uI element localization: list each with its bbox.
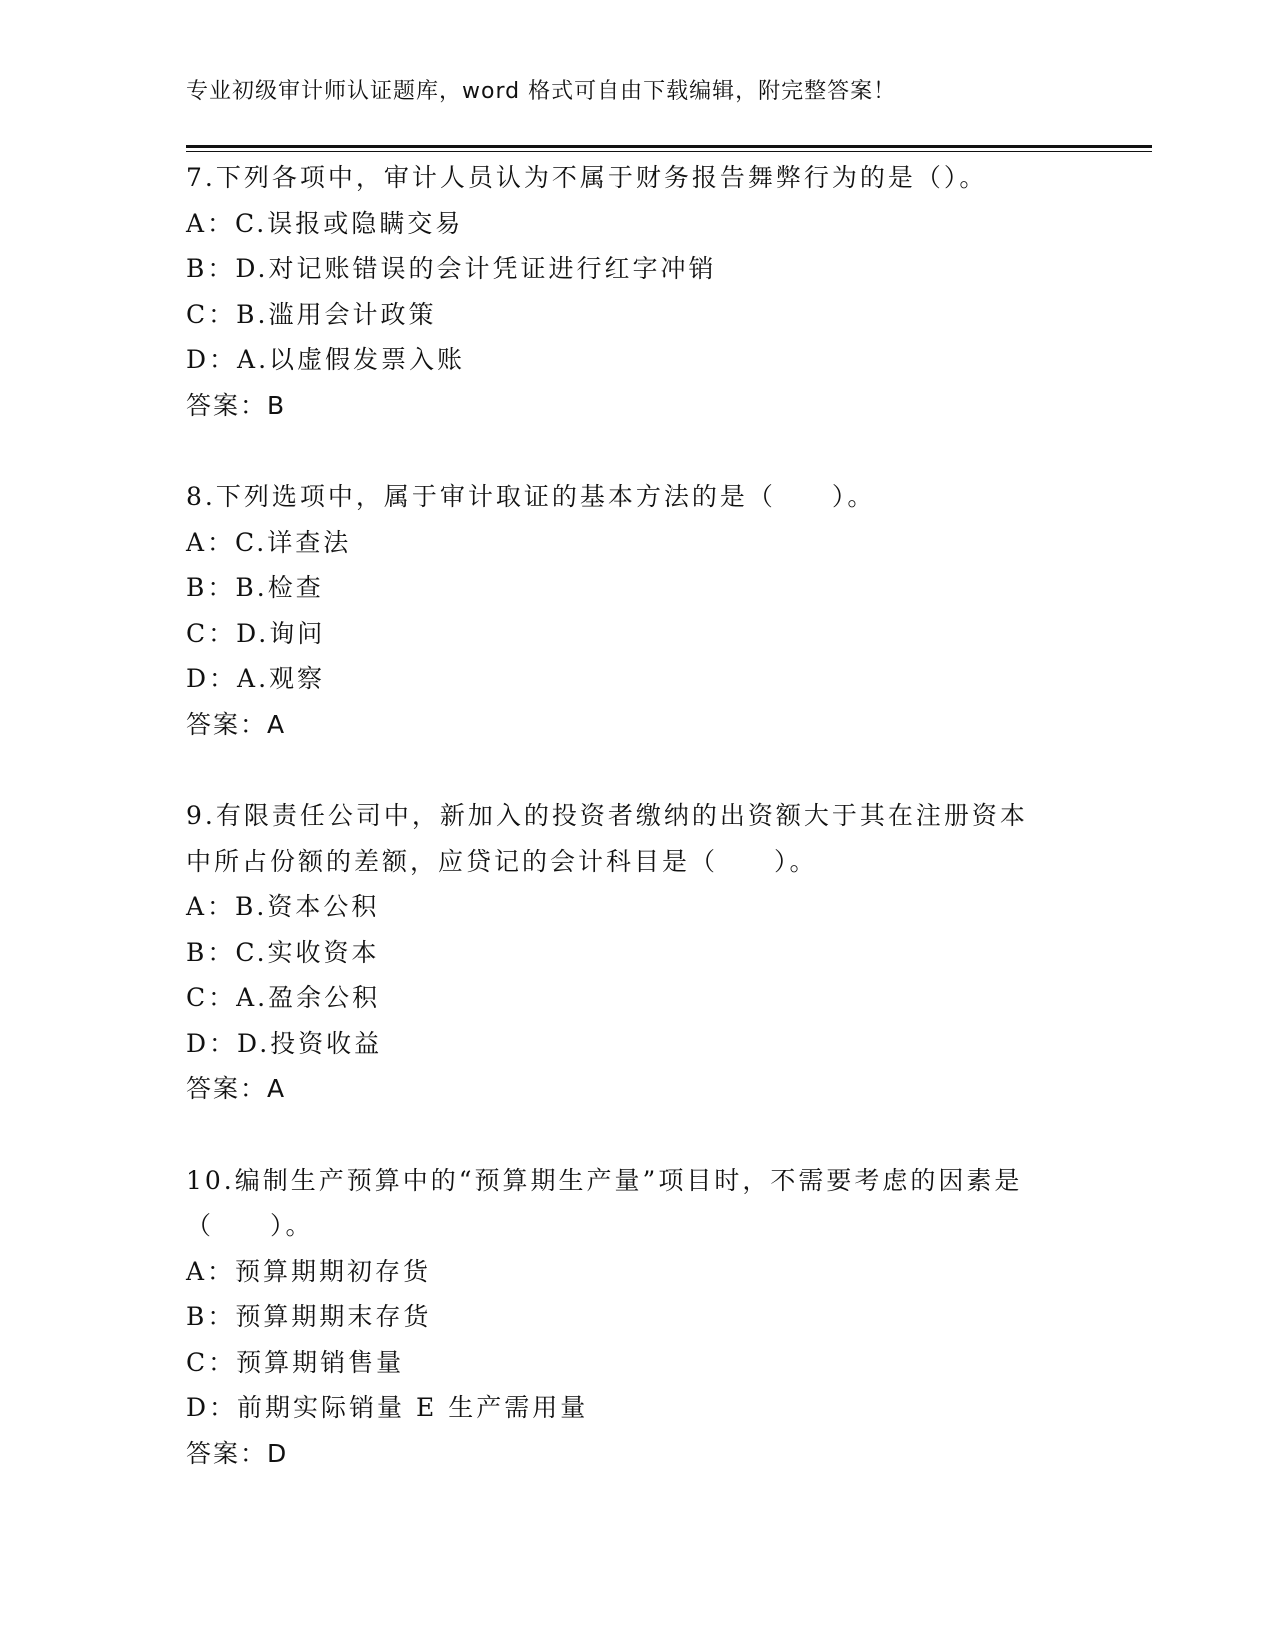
- option-c: C：D.询问: [186, 618, 326, 648]
- option-a: A：预算期期初存货: [186, 1256, 432, 1286]
- question-text: 8.下列选项中，属于审计取证的基本方法的是（ ）。: [186, 482, 876, 511]
- answer: 答案：B: [186, 390, 287, 420]
- option-b: B：预算期期末存货: [186, 1302, 432, 1331]
- option-c: C：预算期销售量: [186, 1347, 405, 1377]
- question-text-line-1: 9.有限责任公司中，新加入的投资者缴纳的出资额大于其在注册资本: [186, 801, 1028, 830]
- option-c: C：B.滥用会计政策: [186, 299, 437, 329]
- answer: 答案：D: [186, 1438, 289, 1468]
- option-a: A：B.资本公积: [186, 892, 380, 921]
- question-9: [186, 793, 1126, 1112]
- option-c: C：A.盈余公积: [186, 983, 381, 1012]
- question-7: [186, 155, 1126, 428]
- option-a: A：C.误报或隐瞒交易: [186, 208, 464, 238]
- answer: 答案：A: [186, 709, 287, 739]
- header-rule-thin: [186, 151, 1152, 152]
- page-header-text: 专业初级审计师认证题库，word 格式可自由下载编辑，附完整答案！: [186, 79, 897, 104]
- question-text: 7.下列各项中，审计人员认为不属于财务报告舞弊行为的是（）。: [186, 163, 988, 192]
- question-text-line-2: （ ）。: [186, 1211, 314, 1240]
- question-list: [186, 155, 1126, 1522]
- option-b: B：D.对记账错误的会计凭证进行红字冲销: [186, 254, 717, 283]
- question-text-line-1: 10.编制生产预算中的“预算期生产量”项目时，不需要考虑的因素是: [186, 1165, 1023, 1195]
- header-rule-thick: [186, 145, 1152, 148]
- option-d: D：D.投资收益: [186, 1028, 383, 1058]
- option-d: D：前期实际销量 E 生产需用量: [186, 1393, 589, 1422]
- option-d: D：A.以虚假发票入账: [186, 345, 466, 374]
- question-text-line-2: 中所占份额的差额，应贷记的会计科目是（ ）。: [186, 846, 818, 876]
- option-a: A：C.详查法: [186, 527, 352, 557]
- option-b: B：B.检查: [186, 573, 324, 602]
- question-8: [186, 474, 1126, 747]
- question-10: [186, 1158, 1126, 1477]
- answer: 答案：A: [186, 1074, 287, 1103]
- option-d: D：A.观察: [186, 664, 326, 693]
- option-b: B：C.实收资本: [186, 937, 380, 967]
